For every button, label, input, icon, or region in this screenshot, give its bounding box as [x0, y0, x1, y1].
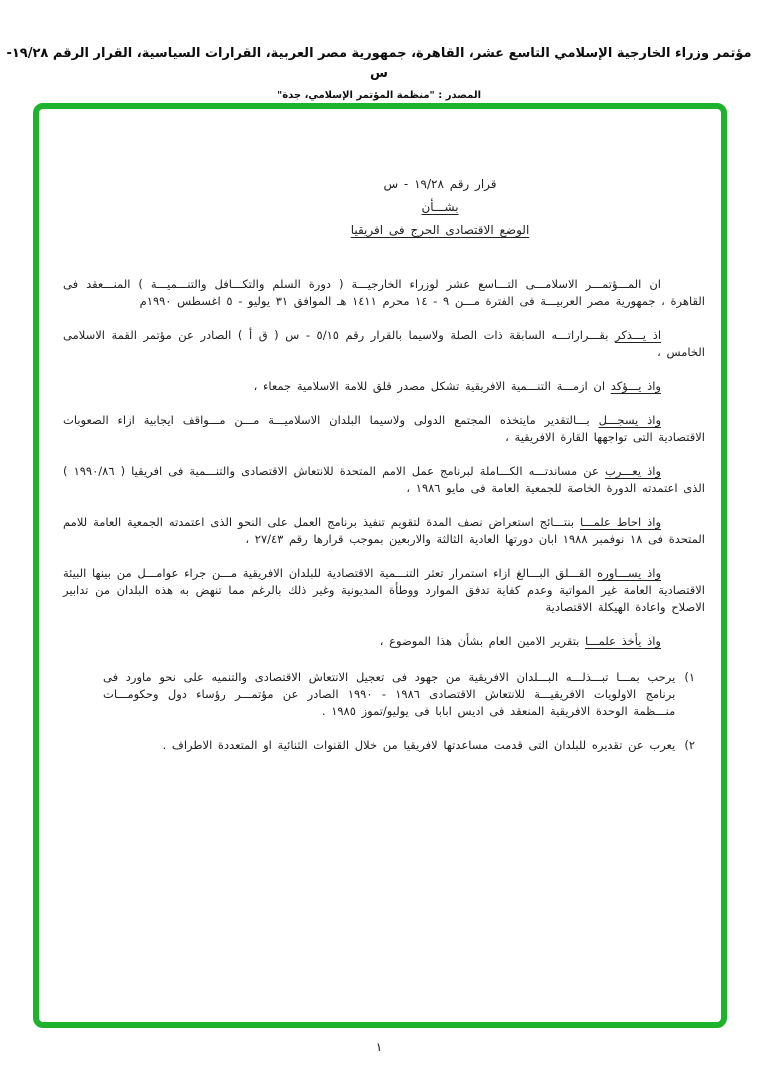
resolution-subject-label: بشـــأن [421, 200, 459, 214]
preamble-paragraph-4 [63, 412, 705, 446]
paragraph-lead: واذ احاط علمـــا [579, 515, 662, 529]
resolution-number: قرار رقم ١٩/٢٨ - س [383, 177, 497, 191]
paragraph-text: القـــلق البـــالغ ازاء استمرار تعثر التنـــمية الاقتصادية للبلدان الافريقية مـــن جراء عوامـــل من بينها البيئة الاقتصادية العامة غير المواتية وعدم كفاية تدفق الموارد ووطأة المديونية وغير ذلك بالرغم مما تنهض به هذه البلدان من تدابير الاصلاح واعادة الهيكلة الاقتصادية [63, 566, 705, 614]
operative-items-list [63, 667, 705, 754]
preamble-paragraph-1 [63, 276, 705, 310]
paragraph-text: ان المـــؤتمـــر الاسلامـــى التـــاسع عشر لوزراء الخارجيـــة ( دورة السلم والتكـــافل والتنـــميـــة ) المنـــعقد فى القاهرة ، جمهورية مصر العربيـــة فى الفترة مـــن ٩ - ١٤ محرم ١٤١١ هـ الموافق ٣١ يوليو - ٥ اغسطس ١٩٩٠م [63, 277, 705, 308]
operative-item-1 [103, 669, 695, 720]
paragraph-text: بقـــراراتـــه السابقة ذات الصلة ولاسيما بالقرار رقم ٥/١٥ - س ( ق أ ) الصادر عن مؤتمر القمة الاسلامى الخامس ، [63, 328, 705, 359]
paragraph-text: ان ازمـــة التنـــمية الافريقية تشكل مصدر قلق للامة الاسلامية جمعاء ، [253, 379, 606, 393]
paragraph-lead: واذ يعـــرب [605, 464, 661, 478]
item-text: يعرب عن تقديره للبلدان التى قدمت مساعدتها لافريقيا من خلال القنوات الثنائية او المتعددة الاطراف . [162, 738, 676, 752]
paragraph-lead: اذ يـــذكر [614, 328, 662, 342]
document-header [0, 44, 758, 103]
paragraph-lead: واذ يـــؤكد [610, 379, 661, 393]
paragraph-text: بنتـــائج استعراض نصف المدة لتقويم تنفيذ برنامج العمل على النحو الذى اعتمدته الجمعية العامة للامم المتحدة فى ١٨ نوفمبر ١٩٨٨ ابان دورتها العادية الثالثة والاربعين بموجب قرارها رقم ٢٧/٤٣ ، [63, 515, 705, 546]
resolution-title-block [119, 173, 758, 242]
paragraph-lead: واذ يأخذ علمـــا [585, 634, 661, 648]
operative-item-2 [103, 737, 695, 754]
resolution-body [39, 109, 721, 1022]
paragraph-text: بـــالتقدير مايتخذه المجتمع الدولى ولاسيما البلدان الاسلاميـــة مـــن مـــواقف ايجابية ازاء الصعوبات الاقتصادية التى تواجهها القارة الافريقية ، [63, 413, 705, 444]
item-number: ١) [684, 670, 695, 684]
item-number: ٢) [684, 738, 695, 752]
preamble-paragraph-2 [63, 327, 705, 361]
page-number: ١ [375, 1040, 383, 1054]
preamble-paragraph-3 [63, 378, 705, 395]
item-text: يرحب بمـــا تبـــذلـــه البـــلدان الافريقية من جهود فى تعجيل الانتعاش الاقتصادى والتنميه على نحو ماورد فى برنامج الاولويات الافريقيـــة للانتعاش الاقتصادى ١٩٨٦ - ١٩٩٠ الصادر عن مؤتمـــر رؤساء دول وحكومـــات منـــظمة الوحدة الافريقية المنعقد فى اديس ابابا فى يوليو/تموز ١٩٨٥ . [103, 670, 676, 718]
paragraph-text: بتقرير الامين العام بشأن هذا الموضوع ، [379, 634, 580, 648]
header-citation: مؤتمر وزراء الخارجية الإسلامي التاسع عشر، القاهرة، جمهورية مصر العربية، القرارات السياسية، القرار الرقم ١٩/٢٨-س [6, 46, 752, 81]
paragraph-lead: واذ يسجـــل [598, 413, 662, 427]
header-source: المصدر : "منظمة المؤتمر الإسلامي، جدة" [276, 90, 481, 101]
preamble-paragraph-7 [63, 565, 705, 616]
preamble-paragraph-8 [63, 633, 705, 650]
preamble-paragraph-6 [63, 514, 705, 548]
resolution-subject-title: الوضع الاقتصادى الحرج فى افريقيا [350, 223, 530, 237]
green-border-frame [33, 103, 727, 1028]
paragraph-lead: واذ يســـاوره [597, 566, 662, 580]
paragraph-text: عن مساندتـــه الكـــاملة لبرنامج عمل الامم المتحدة للانتعاش الاقتصادى والتنـــمية فى افريقيا ( ١٩٩٠/٨٦ ) الذى اعتمدته الدورة الخاصة للجمعية العامة فى مايو ١٩٨٦ ، [63, 464, 705, 495]
preamble-paragraph-5 [63, 463, 705, 497]
